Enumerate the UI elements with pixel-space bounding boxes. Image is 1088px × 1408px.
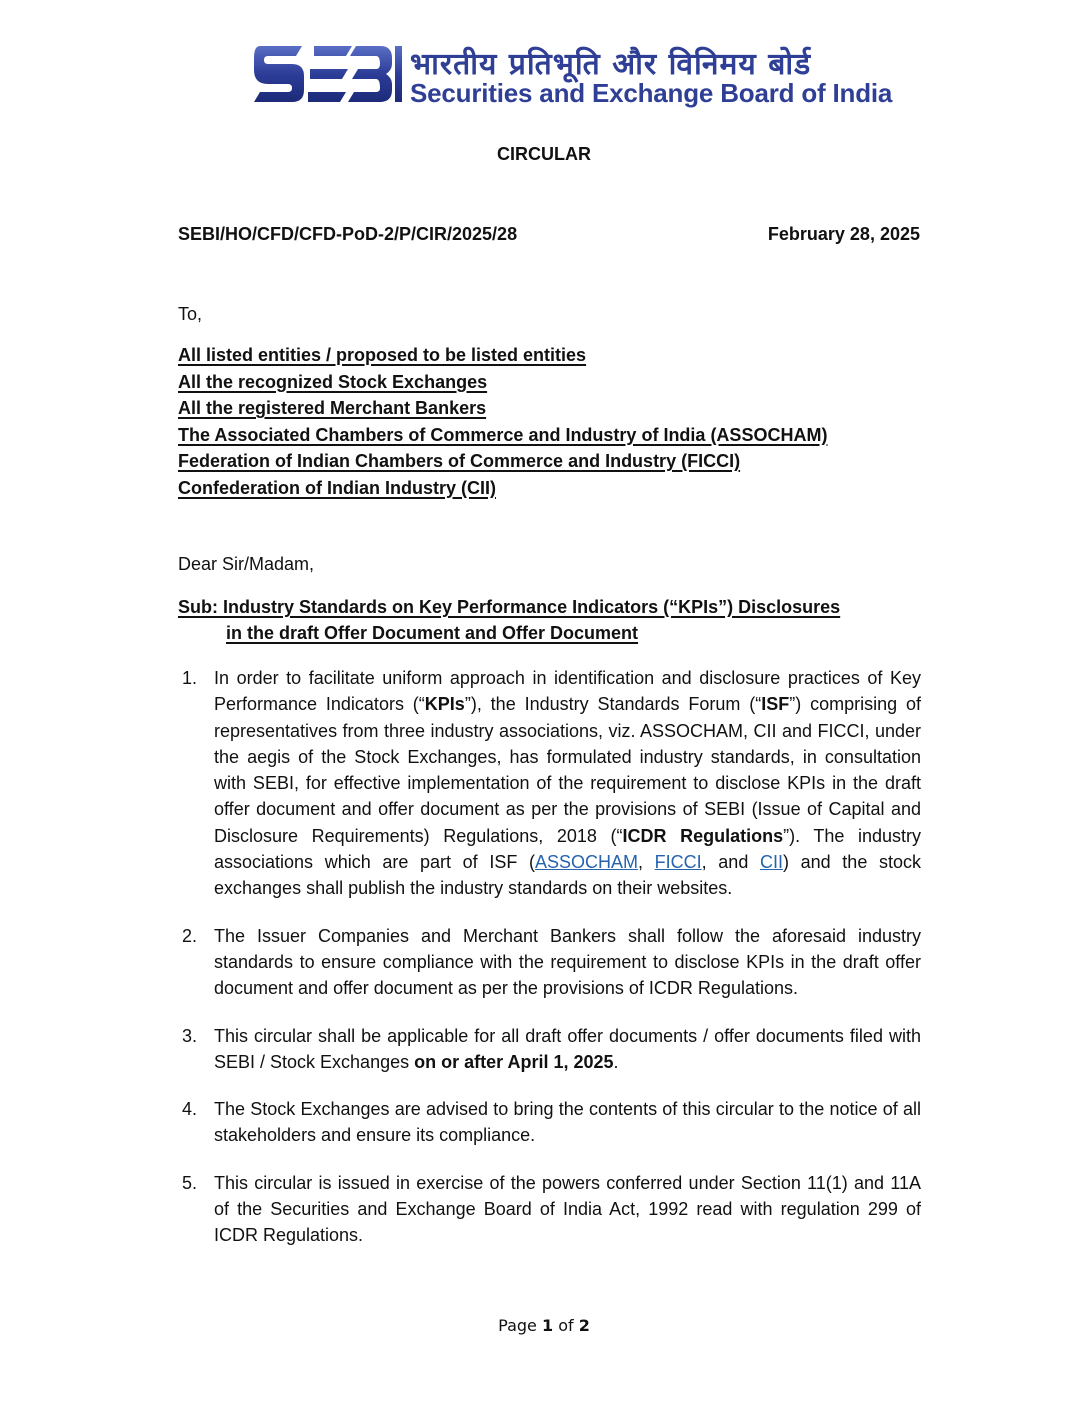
paragraph-text: The Issuer Companies and Merchant Bankers shall follow the aforesaid industry standards to ensure compliance with the requirement to disclose KPIs in the draft offer document and offer document as per the provisions of ICDR Regulations. [214, 925, 921, 999]
paragraph-number: 4. [182, 1099, 198, 1120]
paragraph-number: 1. [182, 668, 198, 688]
salutation: Dear Sir/Madam, [178, 554, 315, 574]
sebi-hindi-name: भारतीय प्रतिभूति और विनिमय बोर्ड [410, 47, 812, 82]
paragraph-text: . [613, 1051, 619, 1072]
circular-date: February 28, 2025 [767, 224, 920, 244]
cii-link[interactable]: CII [759, 852, 783, 873]
current-page: 1 [541, 1316, 554, 1335]
sebi-logo-icon [252, 42, 402, 106]
paragraph-5 [178, 1170, 921, 1249]
bold-term-isf: ISF [761, 694, 790, 715]
recipient-item: Confederation of Indian Industry (CII) [178, 477, 496, 498]
bold-term-icdr: ICDR Regulations [622, 825, 784, 846]
circular-reference-number: SEBI/HO/CFD/CFD-PoD-2/P/CIR/2025/28 [178, 224, 518, 244]
paragraph-text: This circular is issued in exercise of the powers conferred under Section 11(1) and 11A of the Securities and Exchange Board of India Act, 1992 read with regulation 299 of ICDR Regulations. [214, 1172, 921, 1246]
of-label: of [558, 1316, 574, 1335]
paragraph-3 [178, 1023, 921, 1076]
paragraph-text: The Stock Exchanges are advised to bring the contents of this circular to the notice of all stakeholders and ensure its compliance. [214, 1099, 921, 1146]
recipient-item: Federation of Indian Chambers of Commerce and Industry (FICCI) [178, 451, 741, 471]
paragraph-number: 5. [182, 1172, 198, 1193]
paragraph-text: ”) comprising of representatives from three industry associations, viz. ASSOCHAM, CII and FICCI, under the aegis of the Stock Exchanges, has formulated industry standards, in consultation with SEBI, for effective implementation of the requirement to disclose KPIs in the draft offer document and offer document as per the provisions of SEBI (Issue of Capital and Disclosure Requirements) Regulations, 2018 (“ [214, 694, 922, 846]
paragraph-2 [178, 923, 921, 1002]
sebi-header-logo [252, 40, 893, 110]
sebi-english-name: Securities and Exchange Board of India [410, 78, 893, 108]
paragraph-1 [178, 665, 921, 902]
paragraph-text: This circular shall be applicable for all draft offer documents / offer documents filed with SEBI / Stock Exchanges [214, 1025, 921, 1072]
paragraph-number: 2. [182, 925, 198, 946]
bold-effective-date: on or after April 1, 2025 [414, 1051, 614, 1072]
document-title: CIRCULAR [497, 144, 591, 164]
paragraph-text: , and [701, 852, 760, 873]
total-pages: 2 [578, 1316, 590, 1335]
recipient-item: All listed entities / proposed to be listed entities [178, 345, 587, 365]
to-label: To, [178, 304, 203, 324]
recipient-item: All the recognized Stock Exchanges [178, 371, 488, 392]
page-number-footer [0, 1316, 1088, 1335]
paragraph-text: , [638, 852, 655, 873]
paragraph-text: In order to facilitate uniform approach in identification and disclosure practices of Key Performance Indicators (“ [214, 668, 921, 715]
recipient-item: The Associated Chambers of Commerce and Industry of India (ASSOCHAM) [178, 424, 828, 445]
subject-heading [178, 594, 923, 646]
paragraph-text: ) and the stock exchanges shall publish the industry standards on their websites. [214, 852, 921, 899]
numbered-paragraphs [178, 665, 921, 1270]
recipient-item: All the registered Merchant Bankers [178, 398, 487, 418]
subject-line-1: Sub: Industry Standards on Key Performance Indicators (“KPIs”) Disclosures [178, 597, 841, 617]
page-label: Page [498, 1316, 537, 1335]
ficci-link[interactable]: FICCI [654, 852, 702, 873]
paragraph-4 [178, 1096, 921, 1149]
paragraph-number: 3. [182, 1025, 198, 1046]
paragraph-text: ”). The industry associations which are part of ISF ( [214, 825, 921, 873]
assocham-link[interactable]: ASSOCHAM [534, 852, 638, 873]
bold-term-kpis: KPIs [424, 694, 465, 715]
paragraph-text: ”), the Industry Standards Forum (“ [464, 694, 762, 715]
subject-line-2: in the draft Offer Document and Offer Document [226, 623, 639, 643]
recipient-list [178, 342, 827, 501]
